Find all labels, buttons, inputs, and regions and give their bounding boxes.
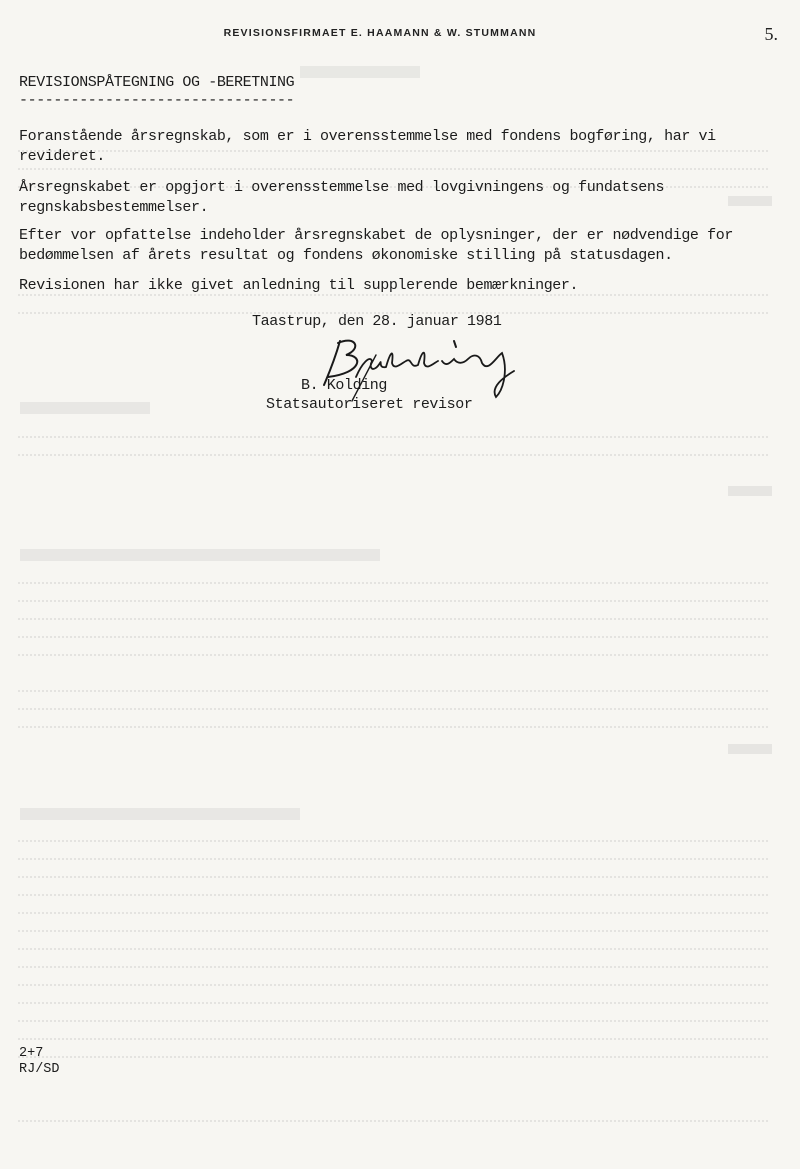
letterhead: REVISIONSFIRMAET E. HAAMANN & W. STUMMANN: [223, 27, 537, 39]
paragraph-audit-statement: Foranstående årsregnskab, som er i overensstemmelse med fondens bogføring, har vi revideret.: [19, 128, 716, 165]
signer-name: B. Kolding: [301, 377, 388, 394]
reference-code: 2+7: [19, 1046, 44, 1061]
paragraph-opinion: Efter vor opfattelse indeholder årsregnskabet de oplysninger, der er nødvendige for bedømmelsen af årets resultat og fondens økonomiske stilling på statusdagen.: [19, 227, 733, 264]
heading-underline: --------------------------------: [19, 92, 295, 109]
section-heading: REVISIONSPÅTEGNING OG -BERETNING: [19, 74, 295, 91]
signer-title: Statsautoriseret revisor: [266, 396, 473, 413]
page-number: 5.: [764, 24, 778, 44]
reference-initials: RJ/SD: [19, 1062, 60, 1077]
paragraph-compliance: Årsregnskabet er opgjort i overensstemmelse med lovgivningens og fundatsens regnskabsbestemmelser.: [19, 179, 665, 216]
place-and-date: Taastrup, den 28. januar 1981: [252, 313, 502, 330]
paragraph-no-remarks: Revisionen har ikke givet anledning til supplerende bemærkninger.: [19, 277, 579, 294]
